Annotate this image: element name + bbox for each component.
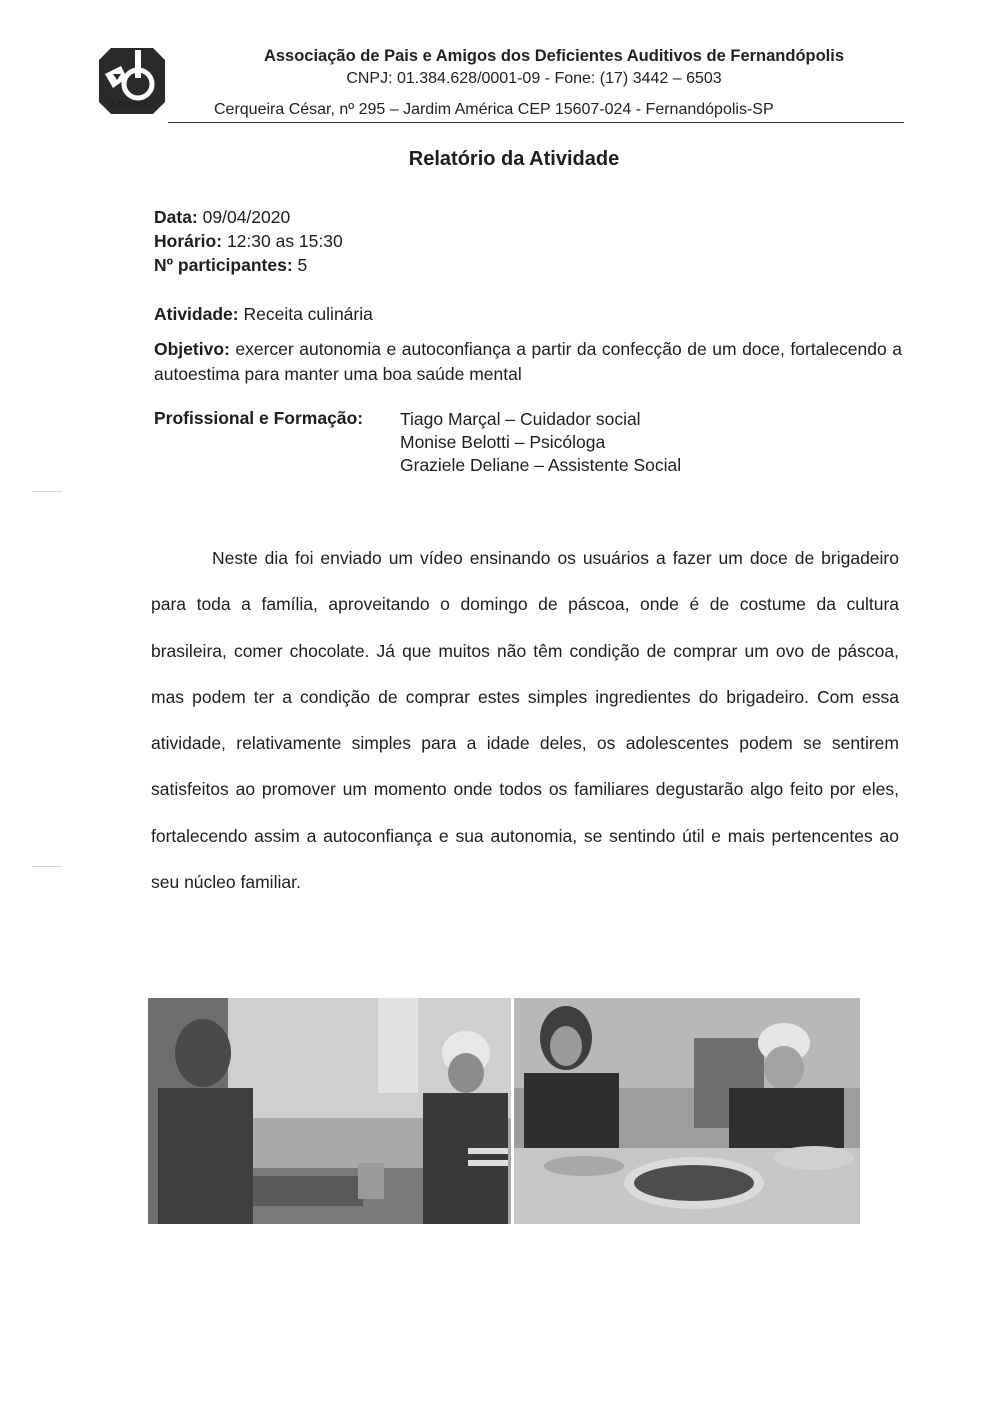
professional-item: Tiago Marçal – Cuidador social bbox=[400, 409, 641, 429]
time-label: Horário: bbox=[154, 231, 223, 251]
organization-name: Associação de Pais e Amigos dos Deficientes Auditivos de Fernandópolis bbox=[263, 47, 845, 65]
scan-mark bbox=[32, 866, 62, 867]
objective-value: exercer autonomia e autoconfiança a partir da confecção de um doce, fortalecendo a autoestima para manter uma boa saúde mental bbox=[154, 339, 902, 384]
participants-label: Nº participantes: bbox=[154, 255, 293, 275]
logo-text: APADAF bbox=[108, 100, 157, 112]
activity-line bbox=[154, 302, 373, 326]
participants-value: 5 bbox=[297, 255, 308, 275]
activity-value: Receita culinária bbox=[243, 304, 373, 324]
time-line bbox=[154, 229, 343, 253]
scan-mark bbox=[32, 491, 62, 492]
objective-paragraph bbox=[154, 337, 902, 387]
organization-address: Cerqueira César, nº 295 – Jardim América CEP 15607-024 - Fernandópolis-SP bbox=[214, 101, 774, 118]
activity-label: Atividade: bbox=[154, 304, 239, 324]
time-value: 12:30 as 15:30 bbox=[226, 231, 343, 251]
table-photo-icon bbox=[514, 998, 860, 1224]
professional-item: Graziele Deliane – Assistente Social bbox=[400, 455, 682, 475]
organization-cnpj-phone: CNPJ: 01.384.628/0001-09 - Fone: (17) 3442 – 6503 bbox=[346, 70, 722, 87]
date-label: Data: bbox=[154, 207, 198, 227]
objective-label: Objetivo: bbox=[154, 339, 230, 359]
participants-line bbox=[154, 253, 307, 277]
professionals-label: Profissional e Formação: bbox=[154, 408, 364, 428]
date-value: 09/04/2020 bbox=[202, 207, 291, 227]
professional-item: Monise Belotti – Psicóloga bbox=[400, 432, 606, 452]
header-divider bbox=[168, 122, 904, 123]
date-line bbox=[154, 205, 290, 229]
kitchen-photo-icon bbox=[148, 998, 511, 1224]
report-body-paragraph: Neste dia foi enviado um vídeo ensinando os usuários a fazer um doce de brigadeiro para toda a família, aproveitando o domingo de páscoa, onde é de costume da cultura brasileira, comer chocolate. Já que muitos não têm condição de comprar um ovo de páscoa, mas podem ter a condição de comprar estes simples ingredientes do brigadeiro. Com essa atividade, relativamente simples para a idade deles, os adolescentes podem se sentirem satisfeitos ao promover um momento onde todos os familiares degustarão algo feito por eles, fortalecendo assim a autoconfiança e sua autonomia, se sentindo útil e mais pertencentes ao seu núcleo familiar. bbox=[151, 548, 899, 893]
professionals-list bbox=[400, 408, 681, 477]
report-title: Relatório da Atividade bbox=[408, 148, 620, 170]
